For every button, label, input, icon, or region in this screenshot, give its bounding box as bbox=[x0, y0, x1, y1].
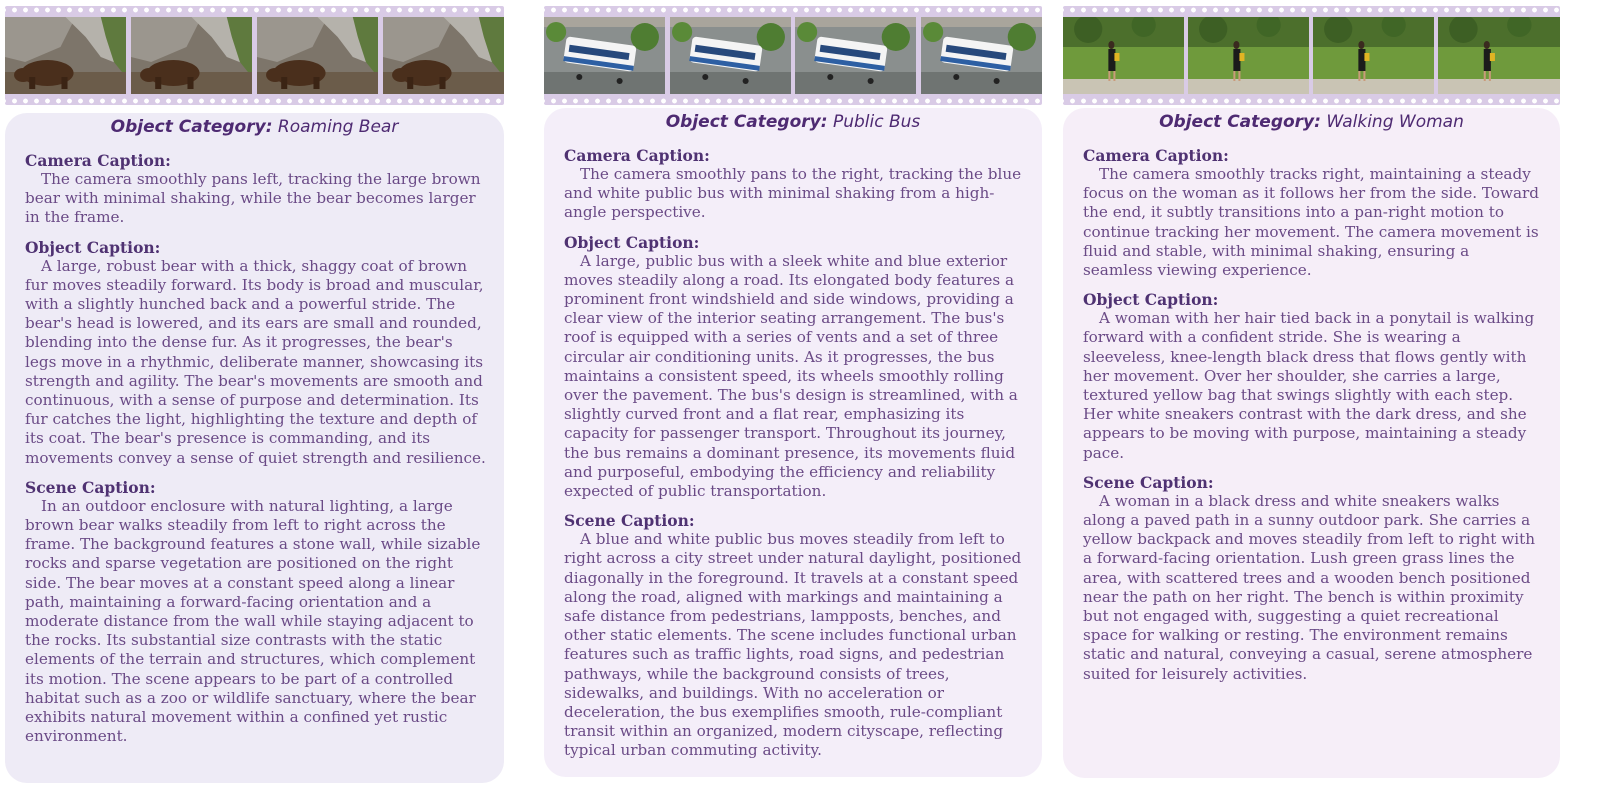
category-value: Public Bus bbox=[832, 112, 921, 132]
video-frame bbox=[795, 17, 916, 94]
category-label: Object Category: bbox=[1159, 112, 1321, 132]
camera-caption-heading: Camera Caption: bbox=[25, 151, 171, 170]
scene-caption-text: In an outdoor enclosure with natural lighting, a large brown bear walks steadily from left to right across the frame. The background features a stone wall, while sizable rocks and sparse vegetation are positioned on the right side. The bear moves at a constant speed along a linear path, maintaining a forward-facing orientation and a moderate distance from the wall while staying adjacent to the rocks. Its substantial size contrasts with the static elements of the terrain and structures, which complement its motion. The scene appears to be part of a controlled habitat such as a zoo or wildlife sanctuary, where the bear exhibits natural movement within a confined yet rustic environment. bbox=[25, 496, 481, 746]
camera-caption-text: The camera smoothly pans left, tracking the large brown bear with minimal shaking, while the bear becomes larger in the frame. bbox=[25, 170, 481, 227]
video-frame bbox=[1438, 17, 1560, 94]
video-frame bbox=[544, 17, 665, 94]
category-title bbox=[5, 117, 504, 137]
video-frame bbox=[670, 17, 791, 94]
video-frame bbox=[921, 17, 1042, 94]
sprocket-holes bbox=[544, 98, 1042, 104]
sprocket-holes bbox=[5, 98, 504, 104]
video-frame bbox=[1313, 17, 1434, 94]
video-frame bbox=[383, 17, 504, 94]
category-value: Roaming Bear bbox=[277, 117, 399, 137]
category-title bbox=[1063, 112, 1560, 132]
sprocket-holes bbox=[5, 7, 504, 13]
video-frame bbox=[1063, 17, 1184, 94]
sprocket-holes bbox=[544, 7, 1042, 13]
video-frame bbox=[131, 17, 252, 94]
film-strip bbox=[1063, 6, 1560, 105]
film-strip bbox=[544, 6, 1042, 105]
video-frame bbox=[257, 17, 378, 94]
camera-caption-heading: Camera Caption: bbox=[564, 146, 710, 165]
video-frame bbox=[1188, 17, 1309, 94]
object-caption-text: A large, robust bear with a thick, shaggy coat of brown fur moves steadily forward. Its body is broad and muscular, with a slightly hunched back and a powerful stride. The bear's head is lowered, and its ears are small and rounded, blending into the dense fur. As it progresses, the bear's legs move in a rhythmic, deliberate manner, showcasing its strength and agility. The bear's movements are smooth and continuous, with a sense of purpose and determination. Its fur catches the light, highlighting the texture and depth of its coat. The bear's presence is commanding, and its movements convey a sense of quiet strength and resilience. bbox=[25, 256, 486, 467]
film-strip bbox=[5, 6, 504, 105]
object-caption-heading: Object Caption: bbox=[564, 232, 700, 252]
camera-caption-text: The camera smoothly pans to the right, tracking the blue and white public bus with minimal shaking from a high-angle perspective. bbox=[564, 165, 1022, 222]
sprocket-holes bbox=[1063, 98, 1560, 104]
caption-card bbox=[5, 113, 504, 783]
sprocket-holes bbox=[1063, 7, 1560, 13]
camera-caption-text: The camera smoothly tracks right, maintaining a steady focus on the woman as it follows her from the side. Toward the end, it subtly transitions into a pan-right motion to continue tracking her movement. The camera movement is fluid and stable, with minimal shaking, ensuring a seamless viewing experience. bbox=[1083, 165, 1540, 280]
scene-caption-text: A woman in a black dress and white sneakers walks along a paved path in a sunny outdoor park. She carries a yellow backpack and moves steadily from left to right with a forward-facing orientation. Lush green grass lines the area, with scattered trees and a wooden bench positioned near the path on her right. The bench is within proximity but not engaged with, suggesting a quiet recreational space for walking or resting. The environment remains static and natural, conveying a casual, serene atmosphere suited for leisurely activities. bbox=[1083, 491, 1535, 683]
camera-caption-heading: Camera Caption: bbox=[1083, 146, 1229, 165]
object-caption-text: A woman with her hair tied back in a ponytail is walking forward with a confident stride. She is wearing a sleeveless, knee-length black dress that flows gently with her movement. Over her shoulder, she carries a large, textured yellow bag that swings slightly with each step. Her white sneakers contrast with the dark dress, and she appears to be moving with purpose, maintaining a steady pace. bbox=[1083, 309, 1535, 462]
scene-caption-text: A blue and white public bus moves steadily from left to right across a city street under natural daylight, positioned diagonally in the foreground. It travels at a constant speed along the road, aligned with markings and maintaining a safe distance from pedestrians, lampposts, benches, and other static elements. The scene includes functional urban features such as traffic lights, road signs, and pedestrian pathways, while the background consists of trees, sidewalks, and buildings. With no acceleration or deceleration, the bus exemplifies smooth, rule-compliant transit within an organized, modern cityscape, reflecting typical urban commuting activity. bbox=[564, 530, 1022, 760]
object-caption-heading: Object Caption: bbox=[1083, 290, 1219, 310]
category-label: Object Category: bbox=[665, 112, 828, 132]
category-value: Walking Woman bbox=[1326, 112, 1464, 132]
category-label: Object Category: bbox=[110, 117, 273, 137]
category-title bbox=[544, 112, 1042, 132]
scene-caption-heading: Scene Caption: bbox=[1083, 472, 1214, 492]
scene-caption-heading: Scene Caption: bbox=[25, 477, 156, 497]
video-frame bbox=[5, 17, 126, 94]
scene-caption-heading: Scene Caption: bbox=[564, 511, 695, 531]
object-caption-heading: Object Caption: bbox=[25, 237, 161, 257]
caption-card bbox=[544, 108, 1042, 777]
object-caption-text: A large, public bus with a sleek white and blue exterior moves steadily along a road. Its elongated body features a prominent front windshield and side windows, providing a clear view of the interior seating arrangement. The bus's roof is equipped with a series of vents and a set of three circular air conditioning units. As it progresses, the bus maintains a consistent speed, its wheels smoothly rolling over the pavement. The bus's design is streamlined, with a slightly curved front and a flat rear, emphasizing its capacity for passenger transport. Throughout its journey, the bus remains a dominant presence, its movements fluid and purposeful, embodying the efficiency and reliability expected of public transportation. bbox=[564, 251, 1018, 501]
caption-card bbox=[1063, 108, 1560, 778]
